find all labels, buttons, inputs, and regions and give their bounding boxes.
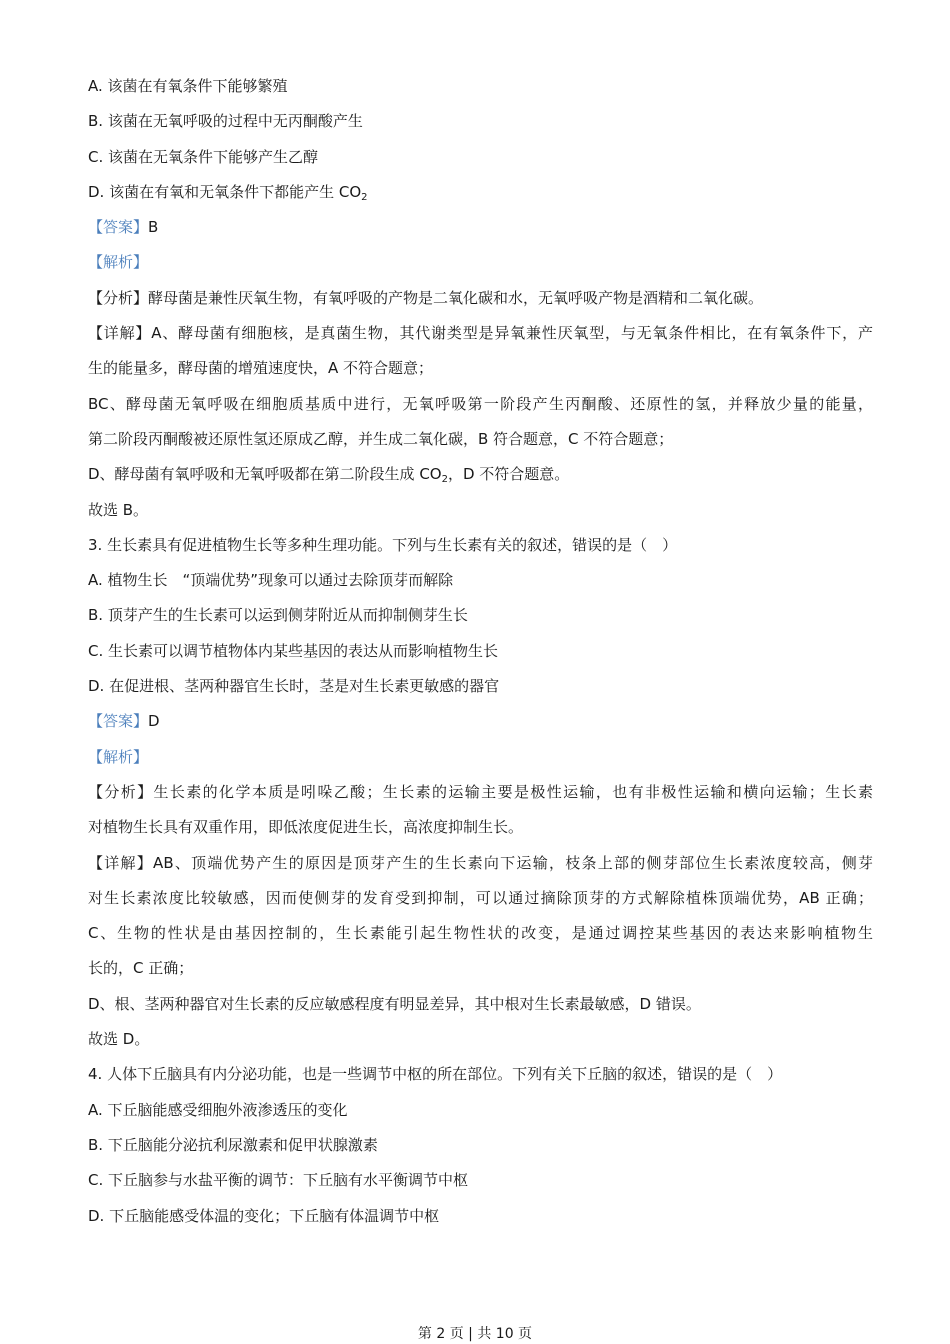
text-segment: 故选 D。 — [88, 1030, 150, 1049]
text-segment: BC、酵母菌无氧呼吸在细胞质基质中进行，无氧呼吸第一阶段产生丙酮酸、还原性的氢，并释放少量的能量， — [88, 394, 873, 413]
text-segment: 【详解】A、酵母菌有细胞核，是真菌生物，其代谢类型是异氧兼性厌氧型，与无氧条件相比，在有氧条件下，产 — [88, 324, 873, 343]
text-line — [88, 388, 873, 423]
analysis-heading-line — [88, 741, 873, 776]
text-segment: B. 顶芽产生的生长素可以运到侧芽附近从而抑制侧芽生长 — [88, 606, 468, 625]
text-segment: D — [148, 712, 160, 731]
option-line — [88, 599, 873, 634]
text-segment: 第二阶段丙酮酸被还原性氢还原成乙醇，并生成二氧化碳，B 符合题意，C 不符合题意； — [88, 429, 674, 448]
answer-line — [88, 705, 873, 740]
text-line — [88, 882, 873, 917]
page-footer: 第 2 页 | 共 10 页 — [417, 1326, 533, 1342]
option-line — [88, 1129, 873, 1164]
text-line — [88, 458, 873, 493]
text-line — [88, 494, 873, 529]
text-segment: A. 该菌在有氧条件下能够繁殖 — [88, 77, 288, 95]
text-segment: D. 下丘脑能感受体温的变化；下丘脑有体温调节中枢 — [88, 1206, 440, 1225]
text-segment: C. 下丘脑参与水盐平衡的调节：下丘脑有水平衡调节中枢 — [88, 1171, 469, 1190]
text-segment: 长的，C 正确； — [88, 959, 194, 978]
option-line — [88, 635, 873, 670]
text-line — [88, 352, 873, 387]
text-line — [88, 847, 873, 882]
text-segment: ，D 不符合题意。 — [447, 465, 570, 484]
option-line — [88, 670, 873, 705]
subscript: 2 — [361, 191, 368, 203]
text-line — [88, 811, 873, 846]
text-line — [88, 423, 873, 458]
text-segment: 故选 B。 — [88, 500, 149, 519]
option-line — [88, 1200, 873, 1235]
text-segment: C、生物的性状是由基因控制的，生长素能引起生物性状的改变，是通过调控某些基因的表达来影响植物生 — [88, 924, 873, 943]
text-segment: A. 下丘脑能感受细胞外液渗透压的变化 — [88, 1100, 348, 1119]
option-line — [88, 105, 873, 140]
answer-line — [88, 211, 873, 246]
text-segment: A. 植物生长 “顶端优势”现象可以通过去除顶芽而解除 — [88, 571, 454, 590]
text-segment: D. 该菌在有氧和无氧条件下都能产生 CO — [88, 182, 362, 201]
analysis-heading-line — [88, 246, 873, 281]
text-segment: C. 生长素可以调节植物体内某些基因的表达从而影响植物生长 — [88, 641, 499, 660]
subscript: 2 — [441, 474, 448, 486]
option-line — [88, 70, 873, 105]
section-label: 【解析】 — [88, 253, 149, 272]
text-segment: B. 该菌在无氧呼吸的过程中无丙酮酸产生 — [88, 112, 363, 131]
text-line — [88, 1023, 873, 1058]
text-line — [88, 282, 873, 317]
text-segment: D、根、茎两种器官对生长素的反应敏感程度有明显差异，其中根对生长素最敏感，D 错误。 — [88, 994, 701, 1013]
text-segment: D. 在促进根、茎两种器官生长时，茎是对生长素更敏感的器官 — [88, 677, 500, 696]
document-body — [88, 70, 873, 1235]
text-segment: 【分析】酵母菌是兼性厌氧生物，有氧呼吸的产物是二氧化碳和水，无氧呼吸产物是酒精和二氧化碳。 — [88, 288, 764, 307]
text-segment: B — [148, 218, 159, 237]
option-line — [88, 1094, 873, 1129]
section-label: 【解析】 — [88, 747, 149, 766]
text-segment: D、酵母菌有氧呼吸和无氧呼吸都在第二阶段生成 CO — [88, 465, 442, 484]
text-segment: 4. 人体下丘脑具有内分泌功能，也是一些调节中枢的所在部位。下列有关下丘脑的叙述，错误的是（ ） — [88, 1065, 783, 1084]
option-line — [88, 564, 873, 599]
text-segment: B. 下丘脑能分泌抗利尿激素和促甲状腺激素 — [88, 1135, 378, 1154]
text-segment: 【详解】AB、顶端优势产生的原因是顶芽产生的生长素向下运输，枝条上部的侧芽部位生长素浓度较高，侧芽 — [88, 853, 873, 872]
question-line — [88, 1058, 873, 1093]
option-line — [88, 1164, 873, 1199]
text-line — [88, 988, 873, 1023]
text-line — [88, 776, 873, 811]
text-line — [88, 917, 873, 952]
text-segment: 对生长素浓度比较敏感，因而使侧芽的发育受到抑制，可以通过摘除顶芽的方式解除植株顶端优势，AB 正确； — [88, 888, 873, 907]
text-segment: 生的能量多，酵母菌的增殖速度快，A 不符合题意； — [88, 359, 434, 378]
question-line — [88, 529, 873, 564]
text-line — [88, 952, 873, 987]
text-line — [88, 317, 873, 352]
option-line — [88, 141, 873, 176]
section-label: 【答案】 — [88, 218, 149, 237]
text-segment: 对植物生长具有双重作用，即低浓度促进生长，高浓度抑制生长。 — [88, 818, 524, 837]
text-segment: 【分析】生长素的化学本质是吲哚乙酸；生长素的运输主要是极性运输，也有非极性运输和横向运输；生长素 — [88, 782, 873, 801]
text-segment: C. 该菌在无氧条件下能够产生乙醇 — [88, 147, 319, 166]
text-segment: 3. 生长素具有促进植物生长等多种生理功能。下列与生长素有关的叙述，错误的是（ ） — [88, 535, 678, 554]
section-label: 【答案】 — [88, 712, 149, 731]
option-line — [88, 176, 873, 211]
